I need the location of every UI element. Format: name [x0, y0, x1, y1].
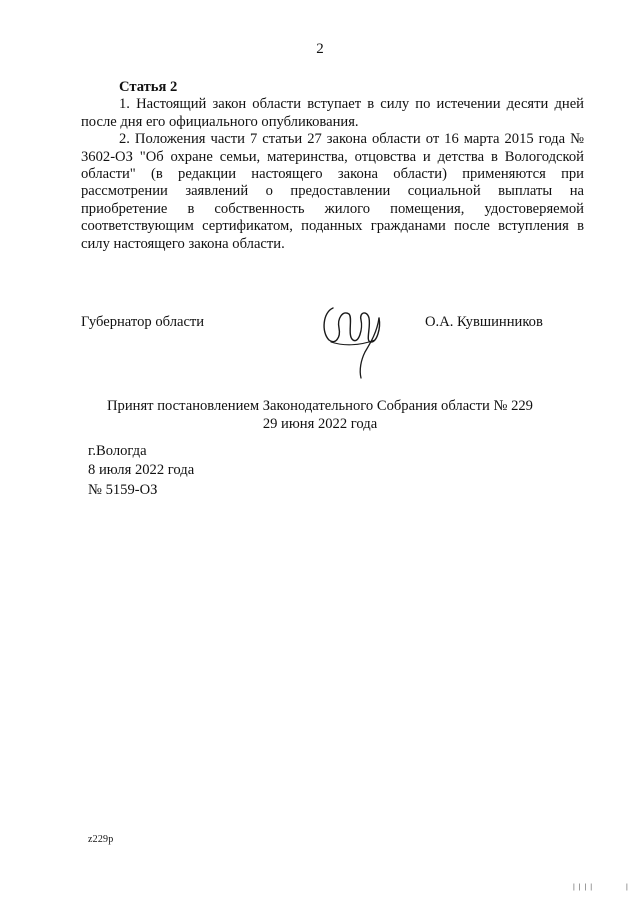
- handwritten-signature: [319, 298, 385, 382]
- governor-title: Губернатор области: [81, 314, 205, 330]
- adoption-line-1: Принят постановлением Законодательного Собрания области № 229: [107, 398, 533, 414]
- scan-marks: [573, 884, 633, 894]
- article-paragraph-1: 1. Настоящий закон области вступает в силу по истечении десяти дней после дня его официального опубликования.: [81, 96, 584, 130]
- scan-mark-left: | | | |: [573, 884, 594, 891]
- adoption-line-2: 29 июня 2022 года: [262, 415, 378, 432]
- scan-mark-right: |: [626, 884, 628, 891]
- signature-block: [81, 310, 584, 390]
- law-number: № 5159-ОЗ: [88, 481, 158, 498]
- article-paragraph-2: 2. Положения части 7 статьи 27 закона области от 16 марта 2015 года № 3602-ОЗ "Об охране семьи, материнства, отцовства и детства в Вологодской области" (в редакции настоящего закона области) применяются при рассмотрении заявлений о предоставлении социальной выплаты на приобретение в собственность жилого помещения, удостоверяемой соответствующим сертификатом, поданных гражданами после вступления в силу настоящего закона области.: [81, 131, 584, 252]
- page-number: 2: [316, 41, 324, 57]
- article-title: Статья 2: [119, 79, 178, 95]
- city: г.Вологда: [88, 443, 147, 459]
- article-section: [81, 79, 584, 253]
- place-date-block: [88, 442, 194, 500]
- adoption-note: [0, 398, 640, 433]
- document-code: z229p: [88, 834, 114, 845]
- governor-name: О.А. Кувшинников: [425, 314, 543, 330]
- signing-date: 8 июля 2022 года: [88, 462, 195, 479]
